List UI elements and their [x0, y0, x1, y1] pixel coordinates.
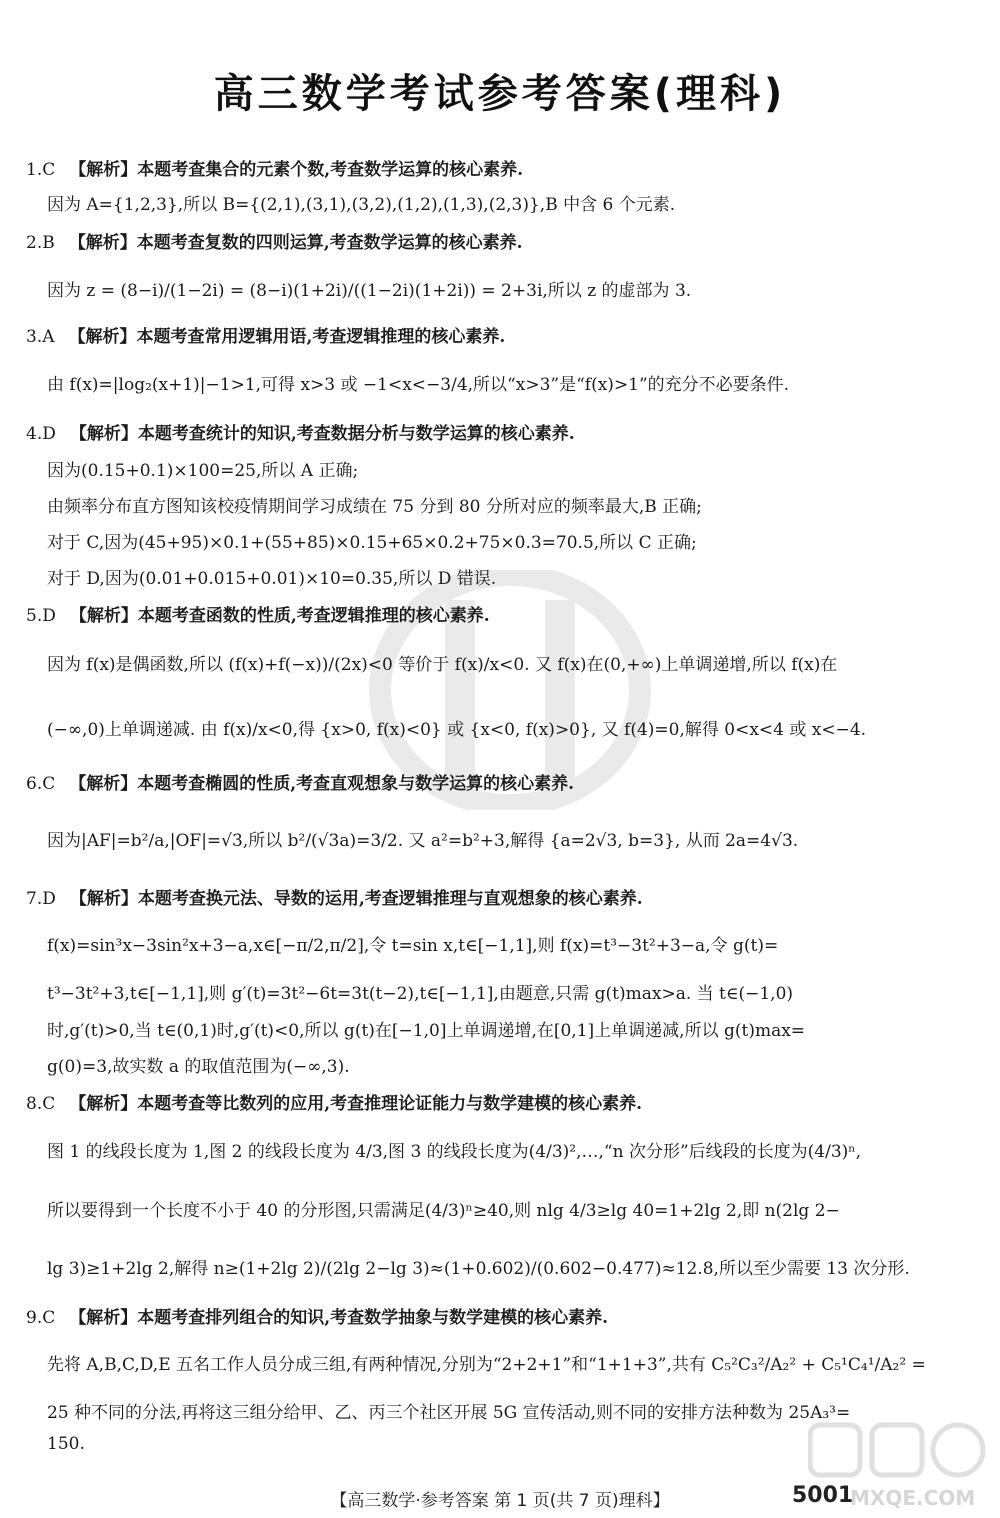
question-number: 2.B: [26, 233, 55, 253]
answer-line: 因为(0.15+0.1)×100=25,所以 A 正确;: [47, 461, 359, 481]
answer-line: 因为|AF|=b²/a,|OF|=√3,所以 b²/(√3a)=3/2. 又 a²=b²+3,解得 {a=2√3, b=3}, 从而 2a=4√3.: [47, 831, 799, 851]
question-analysis: 【解析】本题考查函数的性质,考查逻辑推理的核心素养.: [69, 606, 490, 626]
question-analysis: 【解析】本题考查常用逻辑用语,考查逻辑推理的核心素养.: [68, 327, 506, 347]
question-analysis: 【解析】本题考查椭圆的性质,考查直观想象与数学运算的核心素养.: [69, 774, 575, 794]
question-9-heading: [26, 1303, 608, 1328]
question-number: 1.C: [26, 160, 56, 180]
watermark-url: MXQE.COM: [850, 1486, 976, 1510]
question-number: 3.A: [26, 327, 55, 347]
answer-line: 因为 f(x)是偶函数,所以 (f(x)+f(−x))/(2x)<0 等价于 f(x)/x<0. 又 f(x)在(0,+∞)上单调递增,所以 f(x)在: [47, 655, 838, 675]
question-3-heading: [26, 322, 505, 347]
answer-line: 因为 z = (8−i)/(1−2i) = (8−i)(1+2i)/((1−2i)(1+2i)) = 2+3i,所以 z 的虚部为 3.: [47, 281, 692, 301]
answer-line: 25 种不同的分法,再将这三组分给甲、乙、丙三个社区开展 5G 宣传活动,则不同的安排方法种数为 25A₃³=: [47, 1403, 851, 1423]
answer-line: 由 f(x)=|log₂(x+1)|−1>1,可得 x>3 或 −1<x<−3/4,所以“x>3”是“f(x)>1”的充分不必要条件.: [47, 375, 790, 395]
question-number: 6.C: [26, 774, 56, 794]
brand-watermark: [808, 1420, 988, 1480]
answer-line: 因为 A={1,2,3},所以 B={(2,1),(3,1),(3,2),(1,2),(1,3),(2,3)},B 中含 6 个元素.: [47, 195, 676, 215]
answer-line: 由频率分布直方图知该校疫情期间学习成绩在 75 分到 80 分所对应的频率最大,B 正确;: [47, 497, 702, 517]
answer-line: f(x)=sin³x−3sin²x+3−a,x∈[−π/2,π/2],令 t=sin x,t∈[−1,1],则 f(x)=t³−3t²+3−a,令 g(t)=: [47, 936, 779, 956]
answer-line: (−∞,0)上单调递减. 由 f(x)/x<0,得 {x>0, f(x)<0} 或 {x<0, f(x)>0}, 又 f(4)=0,解得 0<x<4 或 x<−4.: [47, 720, 867, 740]
question-analysis: 【解析】本题考查排列组合的知识,考查数学抽象与数学建模的核心素养.: [69, 1308, 609, 1328]
question-number: 7.D: [26, 889, 56, 909]
page-footer: 【高三数学·参考答案 第 1 页(共 7 页)理科】: [330, 1491, 670, 1511]
page-title: 高三数学考试参考答案(理科): [213, 71, 787, 117]
answer-line: 对于 D,因为(0.01+0.015+0.01)×10=0.35,所以 D 错误.: [47, 569, 497, 589]
answer-line: 先将 A,B,C,D,E 五名工作人员分成三组,有两种情况,分别为“2+2+1”和“1+1+3”,共有 C₅²C₃²/A₂² + C₅¹C₄¹/A₂² =: [47, 1355, 926, 1375]
question-analysis: 【解析】本题考查集合的元素个数,考查数学运算的核心素养.: [69, 160, 524, 180]
question-number: 5.D: [26, 606, 56, 626]
question-6-heading: [26, 769, 574, 794]
question-number: 9.C: [26, 1308, 56, 1328]
question-analysis: 【解析】本题考查换元法、导数的运用,考查逻辑推理与直观想象的核心素养.: [69, 889, 643, 909]
answer-line: t³−3t²+3,t∈[−1,1],则 g′(t)=3t²−6t=3t(t−2),t∈[−1,1],由题意,只需 g(t)max>a. 当 t∈(−1,0): [47, 984, 794, 1004]
question-4-heading: [26, 419, 575, 444]
answer-line: 150.: [47, 1434, 85, 1454]
paper-code: 5001: [792, 1483, 854, 1508]
answer-line: 图 1 的线段长度为 1,图 2 的线段长度为 4/3,图 3 的线段长度为(4/3)²,…,“n 次分形”后线段的长度为(4/3)ⁿ,: [47, 1142, 862, 1162]
question-analysis: 【解析】本题考查统计的知识,考查数据分析与数学运算的核心素养.: [69, 424, 575, 444]
answer-line: 所以要得到一个长度不小于 40 的分形图,只需满足(4/3)ⁿ≥40,则 nlg 4/3≥lg 40=1+2lg 2,即 n(2lg 2−: [47, 1201, 840, 1221]
question-analysis: 【解析】本题考查复数的四则运算,考查数学运算的核心素养.: [68, 233, 523, 253]
answer-line: 时,g′(t)>0,当 t∈(0,1)时,g′(t)<0,所以 g(t)在[−1,0]上单调递增,在[0,1]上单调递减,所以 g(t)max=: [47, 1021, 806, 1041]
question-number: 4.D: [26, 424, 56, 444]
question-2-heading: [26, 228, 523, 253]
question-5-heading: [26, 601, 490, 626]
question-7-heading: [26, 884, 643, 909]
answer-line: 对于 C,因为(45+95)×0.1+(55+85)×0.15+65×0.2+75×0.3=70.5,所以 C 正确;: [47, 533, 697, 553]
question-1-heading: [26, 155, 523, 180]
answer-line: g(0)=3,故实数 a 的取值范围为(−∞,3).: [47, 1057, 350, 1077]
question-number: 8.C: [26, 1094, 56, 1114]
question-analysis: 【解析】本题考查等比数列的应用,考查推理论证能力与数学建模的核心素养.: [69, 1094, 643, 1114]
answer-line: lg 3)≥1+2lg 2,解得 n≥(1+2lg 2)/(2lg 2−lg 3)≈(1+0.602)/(0.602−0.477)≈12.8,所以至少需要 13 次分形.: [47, 1259, 910, 1279]
question-8-heading: [26, 1089, 642, 1114]
